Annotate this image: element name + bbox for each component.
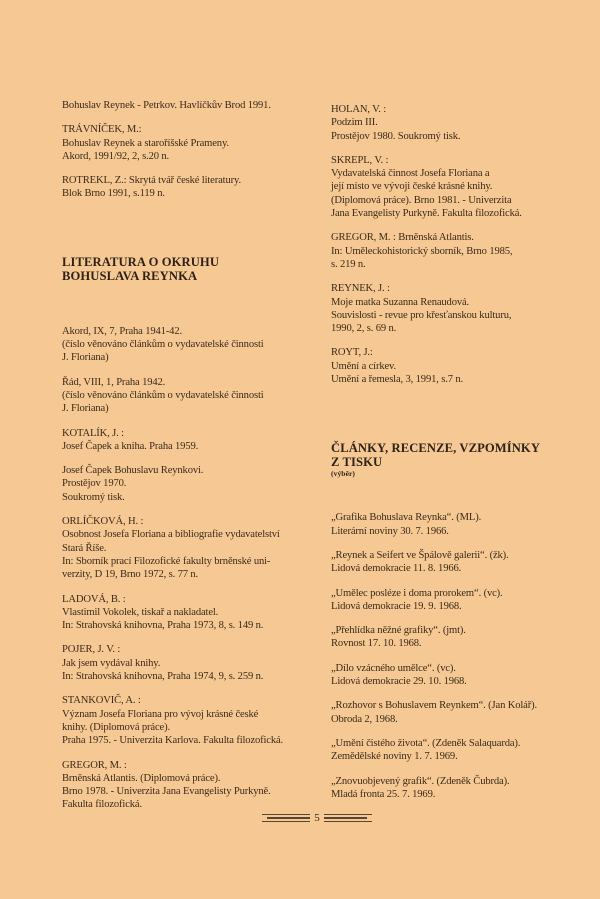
bib-entry: ROYT, J.: Umění a církev. Umění a řemesla, 3, 1991, s.7 n. <box>331 347 464 386</box>
bib-entry: POJER, J. V. : Jak jsem vydával knihy. In: Strahovská knihovna, Praha 1974, 9, s. 259 n. <box>62 644 264 683</box>
left-top-entries <box>62 99 322 201</box>
bib-entry: STANKOVIČ, A. : Význam Josefa Floriana pro vývoj krásné české knihy. (Diplomová práce). Praha 1975. - Univerzita Karlova. Fakulta filozofická. <box>62 695 284 747</box>
bib-entry <box>62 99 322 112</box>
bib-entry: GREGOR, M. : Brněnská Atlantis. In: Uměleckohistorický sborník, Brno 1985, s. 219 n. <box>331 232 513 270</box>
article-entry: „Umělec posléze i doma prorokem“. (vc). Lidová demokracie 19. 9. 1968. <box>331 587 503 612</box>
entry-line: Blok Brno 1991, s.119 n. <box>62 188 165 200</box>
bib-entry: SKREPL, V. : Vydavatelská činnost Josefa Floriana a její místo ve vývoji české krásné knihy. (Diplomová práce). Brno 1981. - Univerzita Jana Evangelisty Purkyně. Fakulta filozofická. <box>331 154 522 220</box>
entry-line: Bohuslav Reynek - Petrkov. Havlíčkův Brod 1991. <box>62 100 271 111</box>
decorative-rule-right <box>324 814 372 822</box>
entry-line: TRÁVNÍČEK, M.: <box>62 124 142 136</box>
bib-entry: LADOVÁ, B. : Vlastimil Vokolek, tiskař a nakladatel. In: Strahovská knihovna, Praha 1973, 8, s. 149 n. <box>62 593 264 632</box>
clanky-entries <box>331 511 581 801</box>
bib-entry: GREGOR, M. : Brněnská Atlantis. (Diplomová práce). Brno 1978. - Univerzita Jana Evangelisty Purkyně. Fakulta filozofická. <box>62 759 271 811</box>
bib-entry <box>62 123 322 163</box>
section-heading-clanky: ČLÁNKY, RECENZE, VZPOMÍNKY Z TISKU (výběr) <box>331 441 581 478</box>
article-entry: „Grafika Bohuslava Reynka“. (ML). Literární noviny 30. 7. 1966. <box>331 512 482 537</box>
article-entry: „Dílo vzácného umělce“. (vc). Lidová demokracie 29. 10. 1968. <box>331 662 467 688</box>
bib-entry: HOLAN, V. : Podzim III. Prostějov 1980. Soukromý tisk. <box>331 104 461 142</box>
bib-entry: ORLÍČKOVÁ, H. : Osobnost Josefa Floriana a bibliografie vydavatelství Stará Říše. In: Sborník prací Filozofické fakulty brněnské uni- verzity, D 19, Brno 1972, s. 77 n. <box>62 516 280 581</box>
left-column <box>62 99 322 823</box>
literatura-entries <box>62 325 322 812</box>
article-entry: „Umění čistého života“. (Zdeněk Salaquarda). Zemědělské noviny 1. 7. 1969. <box>331 737 521 763</box>
article-entry: „Přehlídka něžné grafiky“. (jmt). Rovnost 17. 10. 1968. <box>331 625 466 650</box>
entry-line: ROTREKL, Z.: Skrytá tvář české literatury. <box>62 175 241 187</box>
entry-line: Akord, 1991/92, 2, s.20 n. <box>62 150 170 162</box>
decorative-rule-left <box>262 814 310 822</box>
bib-entry: Řád, VIII, 1, Praha 1942. (číslo věnováno článkům o vydavatelské činnosti J. Floriana) <box>62 376 264 415</box>
entry-line: Bohuslav Reynek a staroříšské Prameny. <box>62 137 229 149</box>
page-footer <box>257 808 377 828</box>
bib-entry: Akord, IX, 7, Praha 1941-42. (číslo věnováno článkům o vydavatelské činnosti J. Floriana) <box>62 325 264 364</box>
bib-entry: KOTALÍK, J. : Josef Čapek a kniha. Praha 1959. <box>62 427 199 452</box>
page-number: 5 <box>314 812 320 824</box>
article-entry: „Reynek a Seifert ve Špálově galerii“. (žk). Lidová demokracie 11. 8. 1966. <box>331 549 509 575</box>
right-top-entries <box>331 103 581 386</box>
bib-entry: Josef Čapek Bohuslavu Reynkovi. Prostějov 1970. Soukromý tisk. <box>62 465 204 503</box>
bib-entry: REYNEK, J. : Moje matka Suzanna Renaudová. Souvislosti - revue pro křesťanskou kulturu, 1990, 2, s. 69 n. <box>331 283 512 335</box>
article-entry: „Znovuobjevený grafik“. (Zdeněk Čubrda). Mladá fronta 25. 7. 1969. <box>331 775 510 800</box>
article-entry: „Rozhovor s Bohuslavem Reynkem“. (Jan Kolář). Obroda 2, 1968. <box>331 700 537 725</box>
right-column <box>331 103 581 812</box>
bib-entry <box>62 174 322 201</box>
section-subheading: (výběr) <box>331 469 356 479</box>
section-heading-literatura: LITERATURA O OKRUHU BOHUSLAVA REYNKA <box>62 254 220 283</box>
